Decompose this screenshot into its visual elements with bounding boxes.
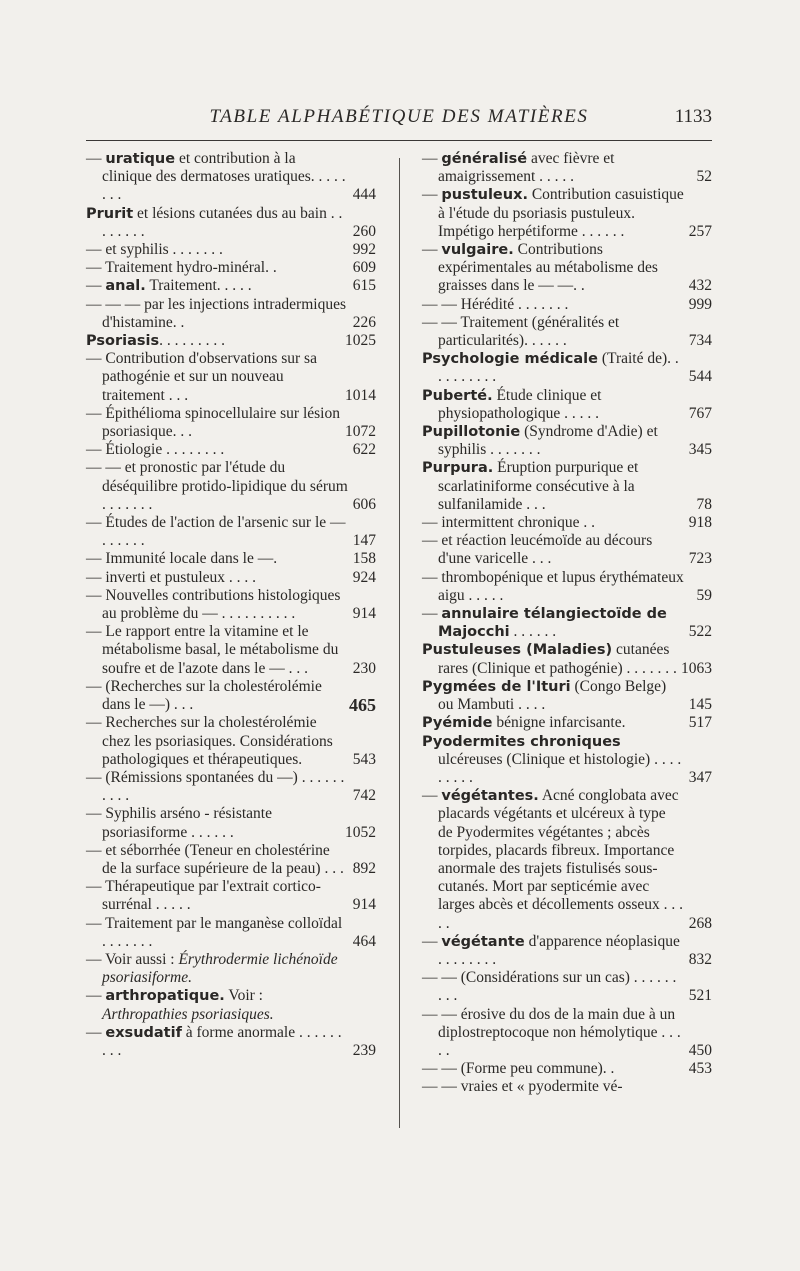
entry-page: 453 [688,1060,712,1078]
entry-page: 158 [352,550,376,568]
entry-page: 992 [352,241,376,259]
entry-text: Traitement. . . . . [145,277,252,295]
entry-text: (Syndrome d'Adie) et syphilis . . . . . . . [438,423,658,459]
entry-text: avec fièvre et amaigrissement . . . . . [438,150,615,186]
entry-text: Études de l'action de l'arsenic sur le — . . . . . . [102,514,346,550]
entry-term: Psychologie médicale [422,351,598,368]
entry-term: généralisé [441,151,528,167]
entry-page: 239 [352,1041,376,1059]
entry-term: Prurit [86,205,134,222]
index-entry: — Études de l'action de l'arsenic sur le — . . . . . . 147 [86,514,376,550]
index-entry [422,733,712,788]
entry-page: 1025 [345,332,376,350]
entry-text: d'apparence néoplasique . . . . . . . . [438,932,680,968]
entry-text: Voir aussi : [105,950,179,968]
entry-text: inverti et pustuleux . . . . [105,568,257,586]
index-entry: — — vraies et « pyodermite vé- [422,1078,623,1096]
entry-term: végétante [441,933,525,950]
entry-page: 268 [688,914,712,932]
entry-text: . . . . . . [509,623,557,641]
entry-page: 918 [688,514,712,532]
index-entry: — (Recherches sur la cholestérolémie dans le —) . . . 465 [86,677,376,716]
entry-text: et syphilis . . . . . . . [105,241,223,259]
entry-text: Étude clinique et physiopathologique . . . . . [438,386,602,422]
entry-page: 734 [688,332,712,350]
column-divider [399,158,400,1128]
entry-page: 543 [352,750,376,768]
index-entry: — arthropatique. Voir : Arthropathies psoriasiques. [86,987,274,1023]
index-entry [422,459,712,514]
index-entry: — — érosive du dos de la main due à un diplostreptocoque non hémolytique . . . . . 450 [422,1005,712,1059]
index-entry [422,641,712,677]
entry-page: 147 [352,532,376,550]
index-entry: — et réaction leucémoïde au décours d'une varicelle . . . 723 [422,532,712,568]
entry-page: 450 [688,1041,712,1059]
entry-text: par les injections intradermiques d'histamine. . [102,295,346,331]
entry-term: végétantes. [441,788,539,805]
index-entry: — végétante d'apparence néoplasique . . . . . . . . 832 [422,932,712,968]
index-entry: — Contribution d'observations sur sa pathogénie et sur un nouveau traitement . . . 1014 [86,350,376,404]
entry-term: Purpura. [422,460,494,477]
entry-page: 609 [352,259,376,277]
left-column [86,150,376,1060]
entry-page: 767 [688,404,712,422]
index-entry: — — et pronostic par l'étude du déséquilibre protido-lipidique du sérum . . . . . . . 606 [86,459,376,513]
entry-text: et lésions cutanées dus au bain . . . . . . . . [102,204,343,240]
index-entry: — pustuleux. Contribution casuistique à l'étude du psoriasis pustuleux. Impétigo herpétiforme . . . . . . 257 [422,186,712,240]
entry-text: cutanées rares (Clinique et pathogénie) . . . . . . . [438,641,677,677]
entry-text: Syphilis arséno - résistante psoriasiforme . . . . . . [102,805,272,841]
entry-page: 347 [688,768,712,786]
entry-page: 432 [688,277,712,295]
entry-text: bénigne infarcisante. [492,714,626,732]
entry-term: Psoriasis [86,333,160,350]
index-entry: — — Traitement (généralités et particularités). . . . . . 734 [422,313,712,350]
index-entry: — Étiologie . . . . . . . . 622 [86,441,376,459]
entry-text: Nouvelles contributions histologiques au problème du — . . . . . . . . . . [102,586,341,623]
index-entry: — végétantes. Acné conglobata avec placards végétants et ulcéreux à type de Pyodermites végétantes ; abcès torpides, placards fibreux. Importance anormale des trajets fistulisés sous-cutanés. Mort par septicémie avec larges abcès et décollements osseux . . . . . 268 [422,787,712,932]
entry-page: 892 [352,859,376,877]
entry-term: Pustuleuses (Maladies) [422,642,613,659]
entry-term: Puberté. [422,387,493,404]
entry-text: ulcéreuses (Clinique et histologie) . . . . . . . . . [438,750,682,786]
entry-page: 832 [688,950,712,968]
entry-page: 914 [352,896,376,914]
entry-term: Pyémide [422,715,493,732]
entry-page: 615 [352,277,376,295]
page-number: 1133 [674,106,712,127]
entry-text: Traitement (généralités et particularités). . . . . . [438,313,620,350]
entry-page: 521 [688,987,712,1005]
entry-text: Acné conglobata avec placards végétants et ulcéreux à type de Pyodermites végétantes ; abcès torpides, placards fibreux. Importance anormale des trajets fistulisés sous-cutanés. Mort par septicémie avec larges abcès et décollements osseux . . . . . [438,787,684,932]
entry-page: 1014 [345,386,376,404]
right-column [422,150,712,1097]
entry-page: 522 [688,623,712,641]
index-entry: — inverti et pustuleux . . . . 924 [86,568,376,586]
entry-term: uratique [105,151,176,167]
entry-page: 742 [352,787,376,805]
entry-text: Le rapport entre la vitamine et le métabolisme basal, le métabolisme du soufre et de l'azote dans le — . . . [102,623,339,677]
index-entry: — — (Forme peu commune). . 453 [422,1060,712,1078]
entry-page: 1063 [681,659,712,677]
entry-text: Voir : [224,987,263,1005]
entry-page: 517 [688,714,712,732]
index-entry: — généralisé avec fièvre et amaigrissement . . . . . 52 [422,150,712,186]
entry-text: vraies et « pyodermite vé- [460,1078,623,1096]
index-entry: — Épithélioma spinocellulaire sur lésion psoriasique. . . 1072 [86,404,376,441]
index-entry: — vulgaire. Contributions expérimentales au métabolisme des graisses dans le — —. . 432 [422,241,712,295]
entry-page: 444 [352,186,376,204]
index-entry: — Traitement par le manganèse colloïdal . . . . . . . 464 [86,914,376,950]
entry-text: Hérédité . . . . . . . [460,295,569,313]
entry-page: 226 [352,313,376,331]
index-entry [86,204,376,241]
entry-text: et pronostic par l'étude du déséquilibre protido-lipidique du sérum . . . . . . . [102,459,348,513]
entry-text: (Considérations sur un cas) . . . . . . . . . [438,969,677,1005]
index-entry: — — — par les injections intradermiques d'histamine. . 226 [86,295,376,331]
index-entry: — Immunité locale dans le —. 158 [86,550,376,568]
index-entry [422,677,712,714]
entry-text: et réaction leucémoïde au décours d'une varicelle . . . [438,532,653,568]
entry-term: Pupillotonie [422,424,521,441]
entry-text: Immunité locale dans le —. [105,550,278,568]
index-entry: — anal. Traitement. . . . . 615 [86,277,376,295]
entry-term: exsudatif [105,1024,182,1041]
entry-text: (Congo Belge) ou Mambuti . . . . [438,677,667,714]
entry-text: et contribution à la clinique des dermatoses uratiques. . . . . . . . [102,150,346,204]
index-entry: — intermittent chronique . . 918 [422,514,712,532]
entry-text: intermittent chronique . . [441,514,596,532]
entry-reference: Érythrodermie lichénoïde psoriasiforme. [102,950,338,987]
index-entry: — (Rémissions spontanées du —) . . . . . . . . . . 742 [86,768,376,805]
entry-page: 999 [688,295,712,313]
entry-text: thrombopénique et lupus érythémateux aigu . . . . . [438,568,684,604]
entry-text: Contribution casuistique à l'étude du psoriasis pustuleux. Impétigo herpétiforme . . . . . . [438,186,684,240]
entry-text: Traitement hydro-minéral. . [105,259,277,277]
index-entry: — uratique et contribution à la clinique des dermatoses uratiques. . . . . . . . 444 [86,150,376,204]
index-entry: — — (Considérations sur un cas) . . . . . . . . . 521 [422,969,712,1005]
index-entry [422,714,712,732]
entry-term: arthropatique. [105,988,225,1005]
entry-text: et séborrhée (Teneur en cholestérine de la surface supérieure de la peau) . . . [102,841,344,877]
index-entry: — Traitement hydro-minéral. . 609 [86,259,376,277]
entry-term: vulgaire. [441,242,514,259]
entry-page: 924 [352,568,376,586]
page-header [86,104,712,134]
entry-page: 606 [352,495,376,513]
entry-page: 1052 [345,823,376,841]
entry-text: Recherches sur la cholestérolémie chez les psoriasiques. Considérations pathologiques et thérapeutiques. [102,714,333,768]
index-entry: — Nouvelles contributions histologiques au problème du — . . . . . . . . . . 914 [86,586,376,623]
entry-page: 914 [352,605,376,623]
running-title: TABLE ALPHABÉTIQUE DES MATIÈRES [209,106,589,127]
entry-page: 622 [352,441,376,459]
entry-text: Contributions expérimentales au métabolisme des graisses dans le — —. . [438,241,658,295]
entry-text: Éruption purpurique et scarlatiniforme consécutive à la sulfanilamide . . . [438,459,639,513]
entry-page: 52 [696,168,712,186]
index-entry: — Le rapport entre la vitamine et le métabolisme basal, le métabolisme du soufre et de l'azote dans le — . . . 230 [86,623,376,677]
entry-page: 230 [352,659,376,677]
entry-page: 145 [688,696,712,714]
entry-page: 257 [688,222,712,240]
entry-text: Étiologie . . . . . . . . [105,441,225,459]
entry-term: annulaire télangiectoïde de Majocchi [438,606,667,641]
index-entry [422,386,712,423]
index-entry: — exsudatif à forme anormale . . . . . . . . . 239 [86,1023,376,1059]
entry-term: anal. [105,278,146,295]
entry-page: 78 [696,495,712,513]
entry-text: Épithélioma spinocellulaire sur lésion psoriasique. . . [102,404,340,441]
index-entry: — Voir aussi : Érythrodermie lichénoïde psoriasiforme. [86,950,338,987]
index-entry: — Recherches sur la cholestérolémie chez les psoriasiques. Considérations pathologiques et thérapeutiques. 543 [86,714,376,768]
index-entry: — et syphilis . . . . . . . 992 [86,241,376,259]
entry-page: 59 [696,586,712,604]
entry-text: à forme anormale . . . . . . . . . [102,1023,342,1059]
index-entry: — — Hérédité . . . . . . . 999 [422,295,712,313]
entry-page: 544 [688,368,712,386]
entry-page: 260 [352,222,376,240]
index-entry: — Thérapeutique par l'extrait cortico-surrénal . . . . . 914 [86,878,376,914]
index-entry [86,332,376,350]
entry-page: 345 [688,441,712,459]
index-entry: — Syphilis arséno - résistante psoriasiforme . . . . . . 1052 [86,805,376,841]
entry-text: Traitement par le manganèse colloïdal . . . . . . . [102,914,343,950]
entry-text: érosive du dos de la main due à un diplostreptocoque non hémolytique . . . . . [438,1005,681,1059]
entry-text: (Recherches sur la cholestérolémie dans le —) . . . [102,677,322,714]
entry-text: (Traité de). . . . . . . . . . [438,350,679,386]
entry-text: (Rémissions spontanées du —) . . . . . . . . . . [102,768,345,805]
entry-page: 464 [352,932,376,950]
entry-text: . . . . . . . . . [159,332,225,350]
index-entry [422,350,712,386]
entry-term: Pygmées de l'Ituri [422,678,571,695]
entry-reference: Arthropathies psoriasiques. [102,1005,274,1023]
index-entry [422,423,712,459]
index-entry: — et séborrhée (Teneur en cholestérine de la surface supérieure de la peau) . . . 892 [86,841,376,877]
entry-text: Thérapeutique par l'extrait cortico-surrénal . . . . . [102,878,321,914]
index-entry: — thrombopénique et lupus érythémateux aigu . . . . . 59 [422,568,712,604]
entry-text: Contribution d'observations sur sa pathogénie et sur un nouveau traitement . . . [102,350,317,404]
entry-term: pustuleux. [441,187,528,204]
entry-term: Pyodermites chroniques [422,733,621,750]
entry-page: 1072 [345,423,376,441]
entry-page: 723 [688,550,712,568]
entry-page: 465 [349,695,376,716]
header-rule [86,140,712,141]
entry-text: (Forme peu commune). . [460,1060,615,1078]
index-entry: — annulaire télangiectoïde de Majocchi . . . . . . 522 [422,605,712,641]
